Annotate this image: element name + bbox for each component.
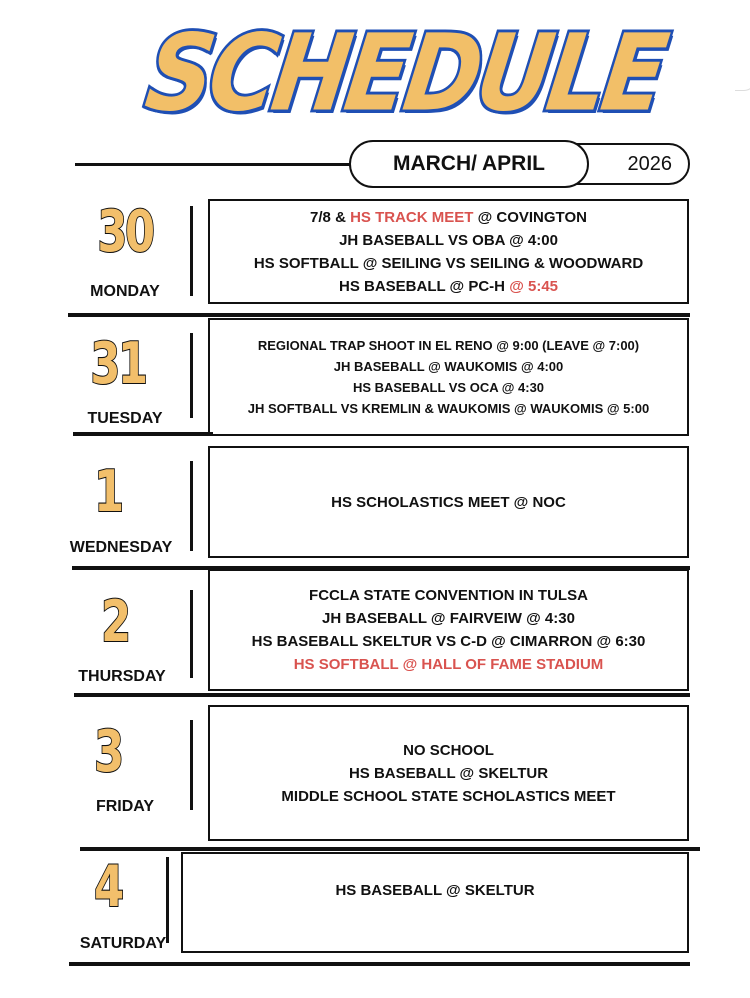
- event-line: REGIONAL TRAP SHOOT IN EL RENO @ 9:00 (LEAVE @ 7:00): [257, 338, 640, 353]
- event-line: FCCLA STATE CONVENTION IN TULSA: [309, 587, 588, 604]
- event-line: HS SCHOLASTICS MEET @ NOC: [331, 493, 566, 511]
- row-divider: [80, 847, 700, 851]
- day-name: SATURDAY: [79, 935, 167, 952]
- event-line: HS BASEBALL @ PC-H @ 5:45: [338, 277, 559, 295]
- year-label: 2026: [627, 152, 672, 175]
- day-name: WEDNESDAY: [69, 539, 173, 556]
- events-box: [208, 199, 689, 304]
- event-line: HS BASEBALL SKELTUR VS C-D @ CIMARRON @ 6:30: [251, 633, 646, 650]
- row-divider: [73, 432, 213, 436]
- event-line: HS SOFTBALL @ HALL OF FAME STADIUM: [293, 656, 604, 673]
- events-box: [208, 446, 689, 558]
- events-box: [208, 569, 689, 691]
- event-line: JH SOFTBALL VS KREMLIN & WAUKOMIS @ WAUKOMIS @ 5:00: [247, 401, 650, 416]
- header-divider: [75, 163, 355, 166]
- event-line: 7/8 & HS TRACK MEET @ COVINGTON: [310, 208, 587, 226]
- event-line: JH BASEBALL VS OBA @ 4:00: [339, 231, 558, 249]
- day-divider: [190, 206, 193, 296]
- day-divider: [190, 720, 193, 810]
- day-number: 1: [94, 458, 122, 525]
- event-line: HS BASEBALL VS OCA @ 4:30: [352, 380, 545, 395]
- bottom-divider: [69, 962, 690, 966]
- day-number: 30: [97, 198, 153, 265]
- title-text: SCHEDULE: [139, 11, 671, 135]
- page-curl-decoration: [735, 30, 750, 91]
- event-line: JH BASEBALL @ WAUKOMIS @ 4:00: [333, 359, 564, 374]
- day-name: THURSDAY: [78, 668, 166, 685]
- day-divider: [166, 857, 169, 943]
- event-line: HS SOFTBALL @ SEILING VS SEILING & WOODWARD: [253, 254, 644, 272]
- day-number: 4: [94, 853, 122, 920]
- row-divider: [74, 693, 690, 697]
- day-name: MONDAY: [90, 283, 160, 300]
- event-line: NO SCHOOL: [403, 741, 494, 759]
- month-label: MARCH/ APRIL: [392, 152, 546, 175]
- event-line: MIDDLE SCHOOL STATE SCHOLASTICS MEET: [281, 787, 616, 805]
- row-divider: [68, 313, 690, 317]
- events-box: [208, 318, 689, 436]
- events-box: [181, 852, 689, 953]
- schedule-title: [139, 11, 671, 135]
- month-pill: [349, 140, 589, 188]
- day-name: FRIDAY: [95, 798, 155, 815]
- events-box: [208, 705, 689, 841]
- day-number: 2: [101, 588, 129, 655]
- day-divider: [190, 461, 193, 551]
- day-name: TUESDAY: [87, 410, 163, 427]
- day-number: 31: [90, 330, 146, 397]
- day-divider: [190, 590, 193, 678]
- day-number: 3: [94, 718, 122, 785]
- event-line: HS BASEBALL @ SKELTUR: [335, 882, 535, 899]
- day-divider: [190, 333, 193, 418]
- event-line: JH BASEBALL @ FAIRVEIW @ 4:30: [322, 610, 575, 627]
- event-line: HS BASEBALL @ SKELTUR: [348, 764, 549, 782]
